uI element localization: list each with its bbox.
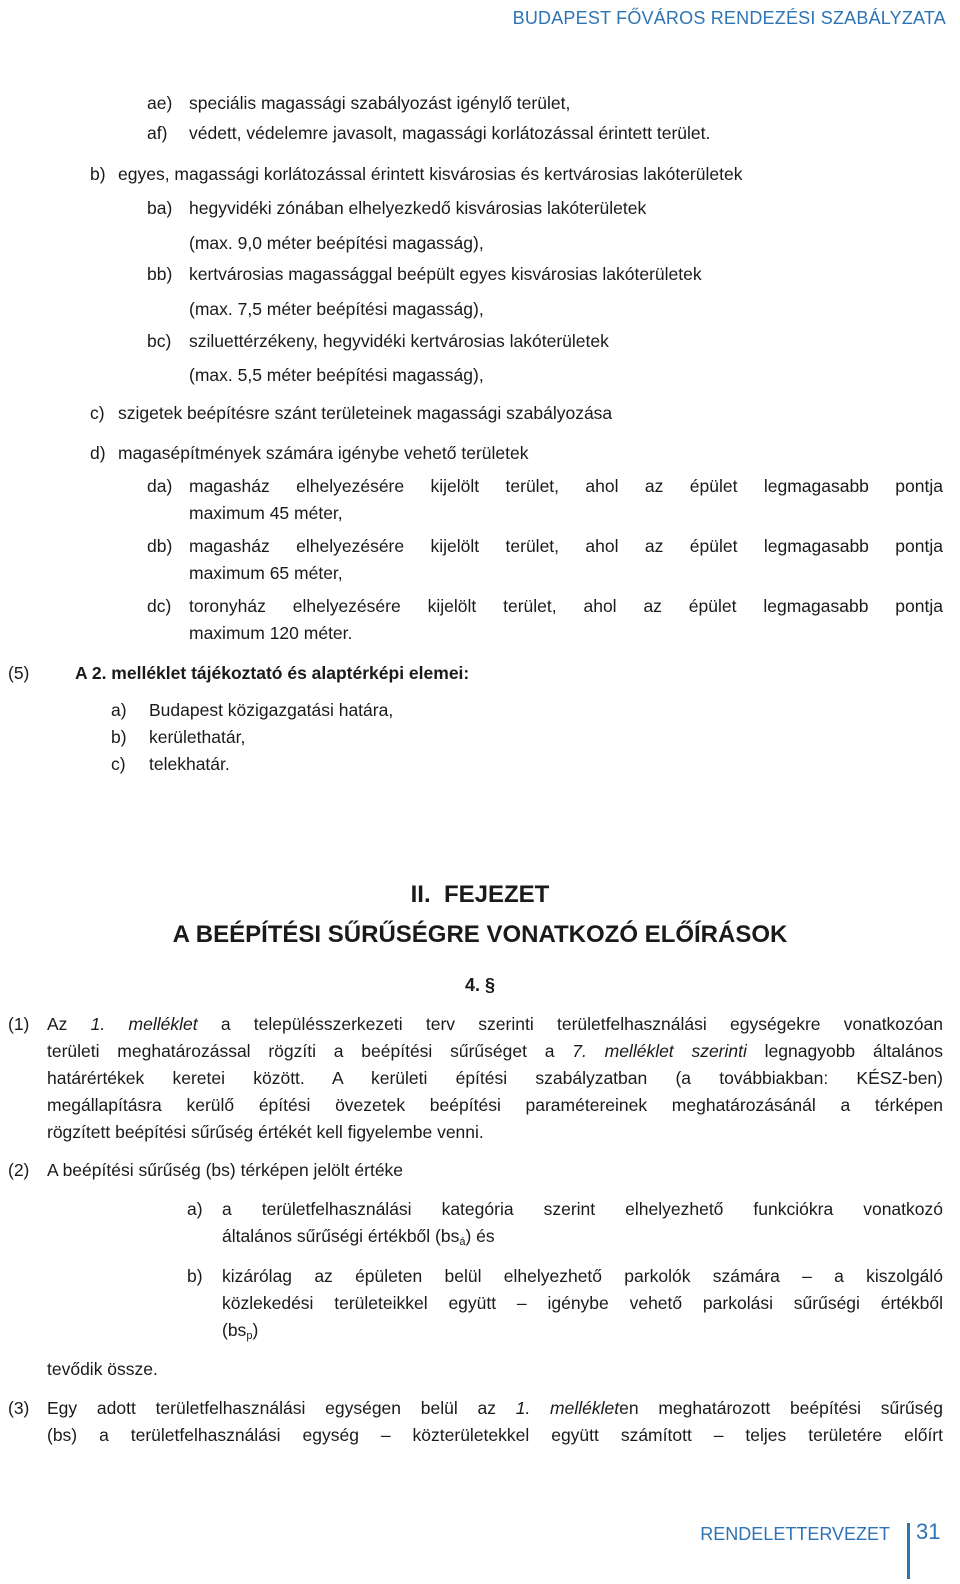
item-label: b) [90,164,106,184]
item-text: telekhatár. [149,754,230,774]
p1-line-3: határértékek keretei között. A kerületi építési szabályzatban (a továbbiakban: KÉSZ-ben) [47,1068,943,1088]
p2-a-line-1: a területfelhasználási kategória szerint elhelyezhető funkciókra vonatkozó [222,1199,943,1219]
item-label: b) [111,727,127,747]
p3-line-1: Egy adott területfelhasználási egységen belül az 1. mellékleten meghatározott beépítési sűrűség [47,1398,943,1418]
p3-line-2: (bs) a területfelhasználási egység – közterületekkel együtt számított – teljes területére előírt [47,1425,943,1445]
item-label-dc: dc) [147,596,172,616]
item-label: a) [111,700,127,720]
item-label-db: db) [147,536,173,556]
item-label: b) [187,1266,203,1286]
item-label: bb) [147,264,173,284]
p1-line-2: területi meghatározással rögzíti a beépítési sűrűséget a 7. melléklet szerinti legnagyobb általános [47,1041,943,1061]
list-item-bc [147,329,609,353]
paragraph-number: (3) [8,1398,30,1418]
list-item-bb [147,262,702,286]
item-text: sziluettérzékeny, hegyvidéki kertvárosias lakóterületek [189,331,609,351]
list-item [111,752,230,776]
paragraph-number: (1) [8,1014,30,1034]
list-item-b [90,162,742,186]
item-text: egyes, magassági korlátozással érintett kisvárosias és kertvárosias lakóterületek [118,164,743,184]
running-header: BUDAPEST FŐVÁROS RENDEZÉSI SZABÁLYZATA [512,8,946,28]
section-number: (5) [8,663,30,683]
p2-b-line-3: $(bs_p)$ [222,1320,259,1342]
item-text: magasépítmények számára igénybe vehető területek [118,443,529,463]
list-item-ae [147,91,570,115]
p2-a-line-2: általános sűrűségi értékből $(bs_á)$ és [222,1226,495,1248]
item-label: ae) [147,93,173,113]
p2-closing: tevődik össze. [47,1359,158,1379]
item-text: szigetek beépítésre szánt területeinek magassági szabályozása [118,403,613,423]
list-item-d [90,441,529,465]
list-item [111,725,245,749]
item-label: c) [90,403,105,423]
p2-b-line-2: közlekedési területeikkel együtt – igénybe vehető parkolási sűrűségi értékből [222,1293,943,1313]
item-text-dc-cont: maximum 120 méter. [189,623,353,643]
item-text-db-cont: maximum 65 méter, [189,563,343,583]
list-item-c [90,401,612,425]
list-item-ba-sub: (max. 9,0 méter beépítési magasság), [189,233,484,253]
item-label: d) [90,443,106,463]
p1-line-1: Az 1. melléklet a településszerkezeti terv szerinti területfelhasználási egységekre vonatkozóan [47,1014,943,1034]
item-text-dc: toronyház elhelyezésére kijelölt terület, ahol az épület legmagasabb pontja [189,596,943,616]
footer-divider [907,1523,910,1579]
item-text: kerülethatár, [149,727,246,747]
footer-label: RENDELETTERVEZET [700,1524,890,1544]
item-text: védett, védelemre javasolt, magassági korlátozással érintett terület. [189,123,711,143]
section-heading: A 2. melléklet tájékoztató és alaptérképi elemei: [75,663,470,683]
chapter-title: A BEÉPÍTÉSI SŰRŰSÉGRE VONATKOZÓ ELŐÍRÁSOK [172,921,788,948]
item-text: hegyvidéki zónában elhelyezkedő kisvárosias lakóterületek [189,198,647,218]
p2-intro: A beépítési sűrűség (bs) térképen jelölt értéke [47,1160,404,1180]
item-label: bc) [147,331,172,351]
item-label: c) [111,754,126,774]
item-text: Budapest közigazgatási határa, [149,700,394,720]
item-text: kertvárosias magassággal beépült egyes kisvárosias lakóterületek [189,264,702,284]
list-item [111,698,393,722]
item-label: af) [147,123,168,143]
chapter-number: II. FEJEZET [410,881,550,908]
item-text-da-cont: maximum 45 méter, [189,503,343,523]
paragraph-number: (2) [8,1160,30,1180]
item-text: speciális magassági szabályozást igénylő terület, [189,93,571,113]
p2-b-line-1: kizárólag az épületen belül elhelyezhető parkolók számára – a kiszolgáló [222,1266,943,1286]
item-label: ba) [147,198,173,218]
item-text-da: magasház elhelyezésére kijelölt terület, ahol az épület legmagasabb pontja [189,476,943,496]
p1-line-5: rögzített beépítési sűrűség értékét kell figyelembe venni. [47,1122,484,1142]
list-item-ba [147,196,646,220]
paragraph-sign: 4. § [464,975,496,995]
page-number: 31 [916,1519,941,1544]
item-label-da: da) [147,476,173,496]
item-text-db: magasház elhelyezésére kijelölt terület, ahol az épület legmagasabb pontja [189,536,943,556]
list-item-af [147,121,710,145]
item-label: a) [187,1199,203,1219]
list-item-bb-sub: (max. 7,5 méter beépítési magasság), [189,299,484,319]
p1-line-4: megállapításra kerülő építési övezetek beépítési paramétereinek meghatározásánál a térképen [47,1095,943,1115]
list-item-bc-sub: (max. 5,5 méter beépítési magasság), [189,365,484,385]
